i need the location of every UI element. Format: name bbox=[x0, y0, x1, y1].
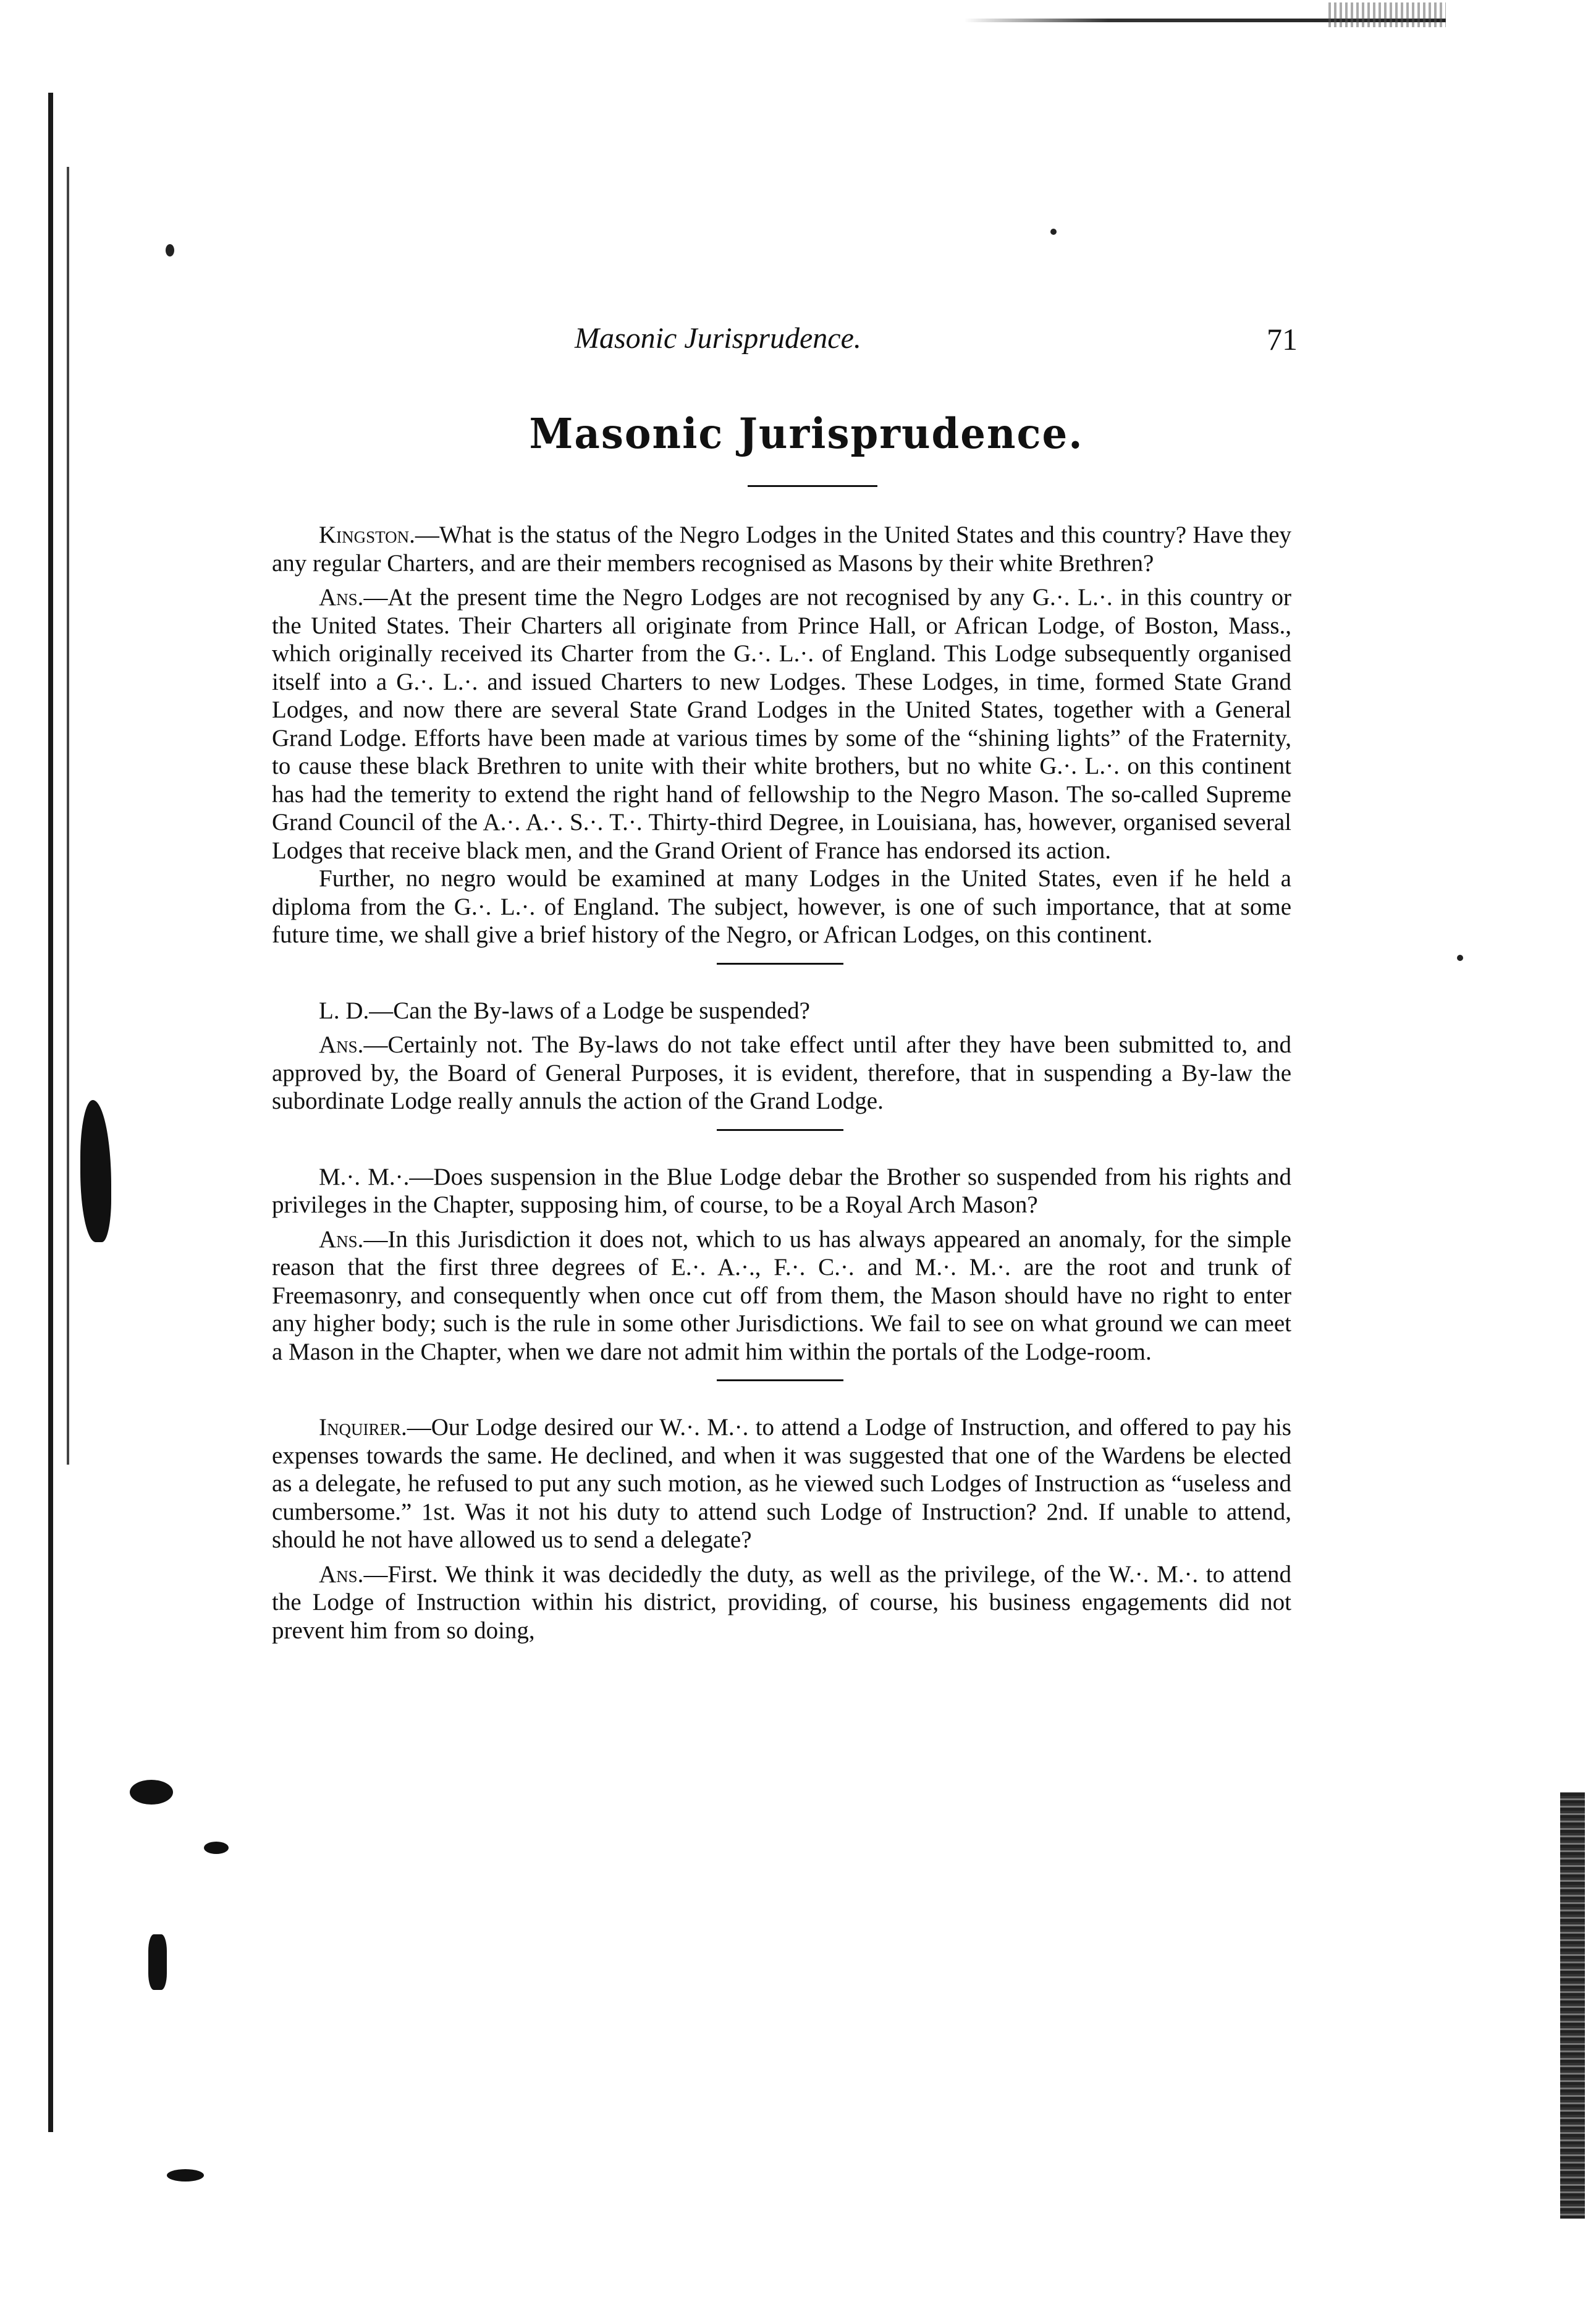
scan-noise bbox=[1328, 2, 1446, 27]
title-divider bbox=[748, 485, 877, 487]
answer bbox=[272, 1225, 1291, 1366]
scan-blot bbox=[204, 1842, 229, 1854]
scan-blot bbox=[148, 1934, 167, 1990]
section-divider bbox=[717, 1129, 843, 1131]
answer-text: —Certainly not. The By-laws do not take effect until after they have been submitted to, and approved by, the Board of General Purposes, it is evident, therefore, that in suspending a By-law the subordinate Lodge really annuls the action of the Grand Lodge. bbox=[272, 1031, 1291, 1114]
answer-text: —First. We think it was decidedly the duty, as well as the privilege, of the W.·. M.·. to attend the Lodge of Instruction within his district, providing, of course, his business engagements did not prevent him from so doing, bbox=[272, 1560, 1291, 1644]
question-text: —Our Lodge desired our W.·. M.·. to attend a Lodge of Instruction, and offered to pay his expenses towards the same. He declined, and when it was suggested that one of the Wardens be elected as a delegate, he refused to put any such motion, as he viewed such Lodges of Instruction as “useless and cumbersome.” 1st. Was it not his duty to attend such Lodge of Instruction? 2nd. If unable to attend, should he not have allowed us to send a delegate? bbox=[272, 1414, 1291, 1553]
question bbox=[272, 997, 1291, 1025]
question-text: —What is the status of the Negro Lodges in the United States and this country? Have they any regular Charters, and are their members recognised as Masons by their white Brethren? bbox=[272, 522, 1291, 577]
scan-blot bbox=[130, 1780, 173, 1805]
qa-entry bbox=[272, 521, 1291, 949]
qa-entry bbox=[272, 1413, 1291, 1644]
running-title: Masonic Jurisprudence. bbox=[575, 322, 861, 355]
page-number: 71 bbox=[1267, 322, 1298, 357]
answer bbox=[272, 1560, 1291, 1645]
question-correspondent: L. D. bbox=[319, 997, 369, 1024]
question bbox=[272, 521, 1291, 577]
section-divider bbox=[717, 963, 843, 965]
qa-entry bbox=[272, 997, 1291, 1115]
running-head bbox=[272, 315, 1298, 365]
scan-binding-edge bbox=[48, 93, 53, 2132]
answer bbox=[272, 1031, 1291, 1115]
scan-blot bbox=[167, 2169, 204, 2182]
question bbox=[272, 1163, 1291, 1219]
scan-speck bbox=[1050, 229, 1057, 235]
scan-speck bbox=[166, 244, 174, 256]
page-title: Masonic Jurisprudence. bbox=[529, 410, 1084, 459]
scan-page-edge bbox=[1560, 1792, 1585, 2219]
answer-lead: Ans. bbox=[319, 1031, 364, 1058]
question-text: —Does suspension in the Blue Lodge debar the Brother so suspended from his rights and privileges in the Chapter, supposing him, of course, to be a Royal Arch Mason? bbox=[272, 1163, 1291, 1218]
scan-speck bbox=[1457, 955, 1463, 961]
answer-lead: Ans. bbox=[319, 1225, 364, 1253]
question bbox=[272, 1413, 1291, 1554]
question-correspondent: Inquirer. bbox=[319, 1414, 407, 1441]
answer-lead: Ans. bbox=[319, 1560, 364, 1588]
answer-lead: Ans. bbox=[319, 584, 364, 611]
scan-binding-shadow bbox=[67, 167, 69, 1465]
question-correspondent: Kingston. bbox=[319, 522, 415, 548]
question-correspondent: M.·. M.·. bbox=[319, 1163, 410, 1190]
section-divider bbox=[717, 1379, 843, 1381]
page-body bbox=[272, 315, 1298, 1657]
answer bbox=[272, 583, 1291, 865]
answer-text: —In this Jurisdiction it does not, which to us has always appeared an anomaly, for the simple reason that the first three degrees of E.·. A.·., F.·. C.·. and M.·. M.·. are the root and trunk of Freemasonry, and consequently when once cut off from them, the Mason should have no right to enter any higher body; such is the rule in some other Jurisdictions. We fail to see on what ground we can meet a Mason in the Chapter, when we dare not admit him within the portals of the Lodge-room. bbox=[272, 1225, 1291, 1365]
scan-blot bbox=[80, 1100, 111, 1242]
answer-continuation: Further, no negro would be examined at many Lodges in the United States, even if he held a diploma from the G.·. L.·. of England. The subject, however, is one of such importance, that at some future time, we shall give a brief history of the Negro, or African Lodges, on this continent. bbox=[272, 865, 1291, 948]
question-text: —Can the By-laws of a Lodge be suspended? bbox=[369, 997, 810, 1024]
qa-entry bbox=[272, 1163, 1291, 1366]
answer-text: —At the present time the Negro Lodges are not recognised by any G.·. L.·. in this country or the United States. Their Charters all originate from Prince Hall, or African Lodge, of Boston, Mass., which originally received its Charter from the G.·. L.·. of England. This Lodge subsequently organised itself into a G.·. L.·. and issued Charters to new Lodges. These Lodges, in time, formed State Grand Lodges, and now there are several State Grand Lodges in the United States, together with a General Grand Lodge. Efforts have been made at various times by some of the “shining lights” of the Fraternity, to cause these black Brethren to unite with their white brothers, but no white G.·. L.·. on this continent has had the temerity to extend the right hand of fellowship to the Negro Mason. The so-called Supreme Grand Council of the A.·. A.·. S.·. T.·. Thirty-third Degree, in Louisiana, has, however, organised several Lodges that receive black men, and the Grand Orient of France has endorsed its action. bbox=[272, 584, 1291, 864]
